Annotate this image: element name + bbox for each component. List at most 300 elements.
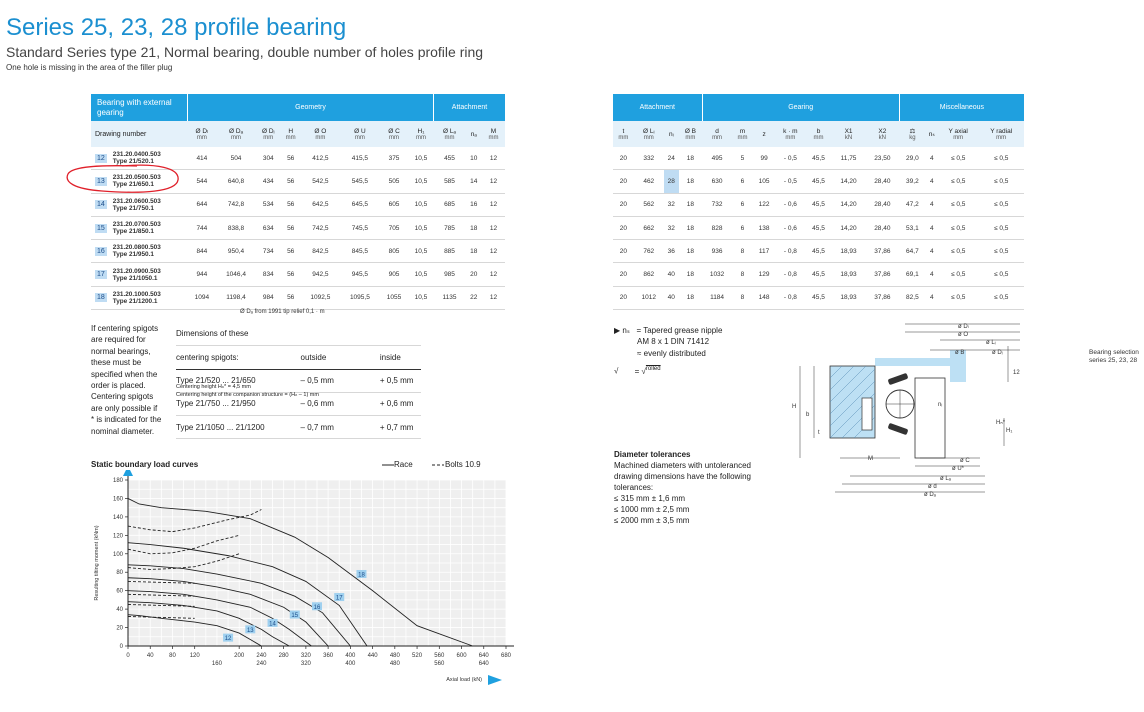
table-cell: 10,5 [408,240,433,263]
col-unit: mm [643,134,654,141]
right-col-header [664,121,679,147]
table-cell: 28,40 [865,193,899,216]
table-cell: 129 [753,263,776,286]
right-col-header [899,121,925,147]
rolled-note [614,366,661,376]
page-title: Series 25, 23, 28 profile bearing [6,14,347,41]
table-cell: 36 [664,240,679,263]
table-cell: 545,5 [340,170,380,193]
table-cell: 18,93 [832,286,866,309]
right-col-header [865,121,899,147]
right-col-header [702,121,732,147]
table-cell: 642,5 [301,193,341,216]
table-cell: 56 [281,286,301,309]
table-cell: 5 [732,147,753,170]
table-cell: 28,40 [865,216,899,239]
table-cell: 122 [753,193,776,216]
table-cell: 1094 [188,286,217,309]
table-row [613,170,1024,193]
col-unit: mm [618,134,629,141]
col-name: Ø U [354,127,366,135]
dim-m: M [868,456,873,462]
col-unit: mm [315,134,326,141]
y-tick-label: 140 [112,514,123,521]
y-tick-label: 20 [116,625,123,632]
table-cell: 8 [732,263,753,286]
col-name: H₁ [417,127,425,135]
table-cell: 10,5 [408,147,433,170]
table-cell: 56 [281,193,301,216]
table-cell: 414 [188,147,217,170]
x-axis-label: Axial load (kN) [446,677,482,683]
x-tick-label: 280 [278,653,289,659]
dim-bb: b [806,412,810,418]
row-number-badge: 18 [97,294,105,302]
drawing-cell [91,263,188,286]
y-tick-label: 0 [119,644,123,650]
table-cell: 10 [465,147,482,170]
drawing-inner-ring [915,378,945,458]
table-cell: 45,5 [805,170,831,193]
table-cell: - 0,8 [775,240,805,263]
col-name: Ø C [388,127,400,135]
table-cell: 6 [732,216,753,239]
table-cell: - 0,6 [775,216,805,239]
legend-race-line [382,462,394,468]
grease-note [614,325,722,359]
x-tick-label: 680 [500,653,512,659]
x-tick-label: 440 [367,653,378,659]
table-cell: - 0,5 [775,170,805,193]
col-unit: mm [231,134,241,141]
drawing-cell [91,286,188,309]
spigot-line: * is indicated for the [91,415,162,425]
group-misc-header: Miscellaneous [899,94,1024,121]
drawing-number: 231.20.1000.503 [112,290,161,298]
row-number-badge: 15 [97,224,105,232]
red-annotation-ellipse [62,160,186,198]
tolerance-item: ≤ 1000 mm ± 2,5 mm [614,505,690,514]
table-cell: 18 [679,263,702,286]
x-tick-label-bottom: 480 [389,661,400,667]
x-tick-label: 200 [234,653,245,659]
left-col-header [216,121,256,147]
table-cell: ≤ 0,5 [978,170,1024,193]
table-cell: 662 [634,216,664,239]
table-cell: 24 [664,147,679,170]
table-cell: 945,5 [340,263,380,286]
table-cell: 12 [482,286,505,309]
col-name: Ø Dₗ [195,128,209,135]
col-unit: mm [444,134,455,141]
col-name: Y radial [990,127,1013,135]
right-col-header [679,121,702,147]
table-cell: 705 [380,216,409,239]
spigot-cell: Type 21/520 ... 21/650 [176,369,271,392]
col-unit: mm [737,134,748,141]
legend-bolts: Bolts 10.9 [445,460,481,469]
rolled-eq: = √ [634,366,646,376]
table-cell: 984 [256,286,281,309]
x-axis-arrow [488,675,502,685]
table-row [91,216,505,239]
table-cell: 4 [926,216,939,239]
table-cell: 16 [465,193,482,216]
table-cell: ≤ 0,5 [978,240,1024,263]
table-cell: 862 [634,263,664,286]
table-cell: 14,20 [832,216,866,239]
table-cell: 1184 [702,286,732,309]
bearing-cross-section-drawing [780,318,1045,500]
spigot-cell: + 0,7 mm [340,416,421,439]
col-unit: kg [909,135,916,141]
x-tick-label: 400 [345,653,356,659]
table-cell: 434 [256,170,281,193]
type-number: Type 21/520.1 [112,158,154,166]
table-cell: 28 [664,170,679,193]
spigot-line: order is placed. [91,381,146,391]
tolerance-text: drawing dimensions have the following [614,472,751,481]
spigot-cell: + 0,6 mm [340,392,421,415]
table-cell: 69,1 [899,263,925,286]
table-cell: ≤ 0,5 [978,263,1024,286]
grease-line1: = Tapered grease nipple [636,326,723,335]
spigot-row [176,416,421,439]
table-cell: 10,5 [408,263,433,286]
col-unit: mm [389,134,400,141]
rolled-symbol: √ [614,366,619,376]
spigot-line: these must be [91,358,142,368]
dim-ni: nᵢ [938,402,943,408]
table-cell: 950,4 [216,240,256,263]
tolerances-title: Diameter tolerances [614,450,691,459]
table-cell: 18 [465,240,482,263]
left-col-header [465,121,482,147]
table-cell: 14 [465,170,482,193]
curve-label: 15 [291,613,299,620]
x-tick-label-bottom: 160 [211,661,222,667]
col-unit: mm [488,134,499,141]
drawing-number: 231.20.0600.503 [112,197,161,205]
table-cell: 12 [482,170,505,193]
table-cell: - 0,5 [775,147,805,170]
tolerance-item: ≤ 315 mm ± 1,6 mm [614,494,686,503]
table-cell: 40 [664,263,679,286]
col-name: Ø Dₐ [229,127,243,135]
table-cell: 18 [679,147,702,170]
table-cell: 415,5 [340,147,380,170]
spigot-line: If centering spigots [91,324,159,333]
group-geometry-header: Geometry [188,94,434,121]
table-cell: 138 [753,216,776,239]
table-cell: 45,5 [805,263,831,286]
table-row [613,286,1024,309]
col-name: d [715,127,719,135]
right-col-header [775,121,805,147]
type-number: Type 21/650.1 [112,181,154,189]
table-cell: 10,5 [408,216,433,239]
table-cell: 762 [634,240,664,263]
spigot-dims-inside: inside [340,346,421,369]
table-cell: 834 [256,263,281,286]
spigot-line: specified when the [91,369,158,379]
right-col-header [613,121,634,147]
table-cell: 504 [216,147,256,170]
centering-height: Centering height Hₙ* = 4,5 mm [176,384,251,390]
y-tick-label: 120 [112,533,123,540]
col-name: nₛ [928,131,935,138]
x-tick-label: 360 [323,653,334,659]
col-unit: mm [196,135,207,141]
table-cell: 375 [380,147,409,170]
table-cell: 1055 [380,286,409,309]
table-cell: 640,8 [216,170,256,193]
col-name: b [816,127,821,135]
y-tick-label: 160 [112,496,123,503]
y-tick-label: 60 [116,588,123,595]
x-tick-label-bottom: 320 [300,661,311,667]
col-unit: kN [878,134,886,141]
table-cell: 20 [613,263,634,286]
spigot-cell: – 0,7 mm [271,416,340,439]
left-col-header [340,121,380,147]
table-cell: 14,20 [832,193,866,216]
table-cell: 22 [465,286,482,309]
table-cell: 1092,5 [301,286,341,309]
table-cell: 845,5 [340,240,380,263]
row-number-badge: 14 [97,201,105,209]
table-cell: 18 [465,216,482,239]
spigot-line: are required for [91,335,146,345]
table-cell: 37,86 [865,286,899,309]
table-cell: 32 [664,216,679,239]
table-cell: 412,5 [301,147,341,170]
col-unit: mm [785,134,796,141]
row-number-badge: 16 [97,247,105,255]
table-row [613,193,1024,216]
page-note: One hole is missing in the area of the filler plug [6,63,173,72]
table-cell: 148 [753,286,776,309]
drawing-number: 231.20.0700.503 [112,221,161,229]
col-unit: mm [263,134,274,141]
table-cell: 1012 [634,286,664,309]
y-tick-label: 180 [112,478,123,484]
table-cell: 20 [613,216,634,239]
table-cell: 47,2 [899,193,925,216]
table-cell: 37,86 [865,263,899,286]
table-cell: ≤ 0,5 [938,170,978,193]
x-tick-label: 640 [478,653,489,659]
table-cell: 462 [634,170,664,193]
x-tick-label: 40 [146,653,154,659]
legend-race: Race [394,460,413,469]
table-cell: 20 [465,263,482,286]
y-tick-label: 100 [112,551,123,558]
chart-title: Static boundary load curves [91,460,199,469]
right-col-header [753,121,776,147]
table-cell: 45,5 [805,193,831,216]
table-cell: - 0,6 [775,193,805,216]
col-name: t [622,127,625,135]
table-cell: 12 [482,216,505,239]
curve-label: 13 [246,627,254,634]
table-cell: 105 [753,170,776,193]
table-cell: 14,20 [832,170,866,193]
curve-label: 12 [224,636,232,643]
group-gearing-header: Gearing [702,94,899,121]
table-cell: 936 [702,240,732,263]
table-cell: 64,7 [899,240,925,263]
spigot-line: Centering spigots [91,392,154,402]
table-cell: 1046,4 [216,263,256,286]
drawing-cell [91,216,188,239]
table-cell: 28,40 [865,170,899,193]
y-axis-label: Resulting tilting moment (kNm) [94,525,100,601]
table-cell: 630 [702,170,732,193]
col-name: nₐ [470,130,477,138]
table-cell: 805 [380,240,409,263]
right-col-header [634,121,664,147]
left-data-table [91,94,505,310]
table-cell: 18 [679,240,702,263]
table-cell: 685 [434,193,466,216]
col-name: X2 [878,127,887,135]
table-cell: 605 [380,193,409,216]
table-cell: 304 [256,147,281,170]
table-cell: 10,5 [408,193,433,216]
table-cell: 734 [256,240,281,263]
left-col-header [188,121,217,147]
type-number: Type 21/950.1 [112,251,154,259]
spigot-line: normal bearings, [91,346,151,356]
drawing-top-seal [888,373,909,385]
curve-label: 16 [313,604,321,611]
drawing-number: 231.20.0500.503 [112,174,161,182]
table-cell: 742,8 [216,193,256,216]
spigot-cell: + 0,5 mm [340,369,421,392]
table-cell: 18 [679,193,702,216]
table-cell: 29,0 [899,147,925,170]
grease-line3: ≈ evenly distributed [637,348,706,358]
curve-label: 18 [358,572,365,579]
x-tick-label-bottom: 400 [345,661,356,667]
y-axis-arrow [123,470,133,476]
col-name: k · m [783,127,798,135]
row-number-badge: 13 [97,177,105,185]
right-col-header [805,121,831,147]
spigot-dims-outside: outside [271,346,340,369]
col-unit: mm [953,134,964,141]
col-name: Ø B [684,127,697,135]
dim-b: ø B [955,350,965,356]
spigot-note [91,323,171,437]
table-cell: 562 [634,193,664,216]
table-cell: 10,5 [408,170,433,193]
table-row [91,240,505,263]
table-cell: 117 [753,240,776,263]
table-row [613,240,1024,263]
dim-c: ø C [960,458,970,464]
tolerance-text: Machined diameters with untoleranced [614,461,751,470]
table-cell: 10,5 [408,286,433,309]
x-tick-label-bottom: 560 [434,661,445,667]
table-cell: 56 [281,147,301,170]
dim-la: ø Lₐ [940,476,951,482]
x-tick-label-bottom: 640 [478,661,489,667]
x-tick-label: 600 [456,653,467,659]
table-cell: 1135 [434,286,466,309]
group-bearing-header: Bearing with external gearing [97,97,172,117]
table-cell: - 0,8 [775,263,805,286]
table-cell: 82,5 [899,286,925,309]
dim-hz: Hₙ* [996,420,1006,426]
col-unit: kN [844,134,853,141]
table-cell: 944 [188,263,217,286]
table-cell: 1095,5 [340,286,380,309]
col-name: H [288,127,294,135]
table-cell: ≤ 0,5 [938,286,978,309]
table-cell: ≤ 0,5 [938,147,978,170]
col-name: m [739,127,746,135]
col-unit: mm [415,134,426,141]
dim-li: ø Lᵢ [986,340,996,346]
col-name: Ø Dᵢ [261,127,275,135]
drawing-number: 231.20.0900.503 [112,267,161,275]
table-row [613,147,1024,170]
table-row [613,216,1024,239]
type-number: Type 21/750.1 [112,204,154,212]
x-tick-label: 520 [412,653,423,659]
table-cell: 1198,4 [216,286,256,309]
table-cell: 942,5 [301,263,341,286]
spigot-cell: Type 21/750 ... 21/950 [176,392,271,415]
table-row [91,263,505,286]
dim-h: H [792,404,797,410]
tolerance-item: ≤ 2000 mm ± 3,5 mm [614,516,690,525]
x-tick-label: 80 [169,653,176,659]
dim-o: ø O [958,332,968,338]
curve-label: 14 [269,621,276,628]
table-cell: 1032 [702,263,732,286]
type-number: Type 21/850.1 [112,228,154,236]
col-unit: mm [685,134,696,141]
table-cell: 505 [380,170,409,193]
dim-t: t [818,430,820,436]
col-unit: mm [712,134,723,141]
dim-12: 12 [1013,370,1020,376]
spigot-line: nominal diameter. [91,426,155,436]
grease-symbol: ▶ nₛ [614,326,630,335]
table-cell: 885 [434,240,466,263]
x-tick-label: 120 [189,653,200,659]
table-cell: ≤ 0,5 [938,193,978,216]
table-cell: 20 [613,240,634,263]
col-name: Y axial [948,127,968,135]
table-cell: 99 [753,147,776,170]
table-cell: 20 [613,286,634,309]
table-cell: 844 [188,240,217,263]
x-tick-label: 560 [434,653,445,659]
x-tick-label-bottom: 240 [256,661,267,667]
table-cell: 745,5 [340,216,380,239]
spigot-dimensions [176,323,421,439]
table-cell: 544 [188,170,217,193]
right-col-header [832,121,866,147]
table-cell: 20 [613,170,634,193]
table-cell: 18 [679,286,702,309]
table-cell: 6 [732,193,753,216]
right-data-table [613,94,1024,310]
